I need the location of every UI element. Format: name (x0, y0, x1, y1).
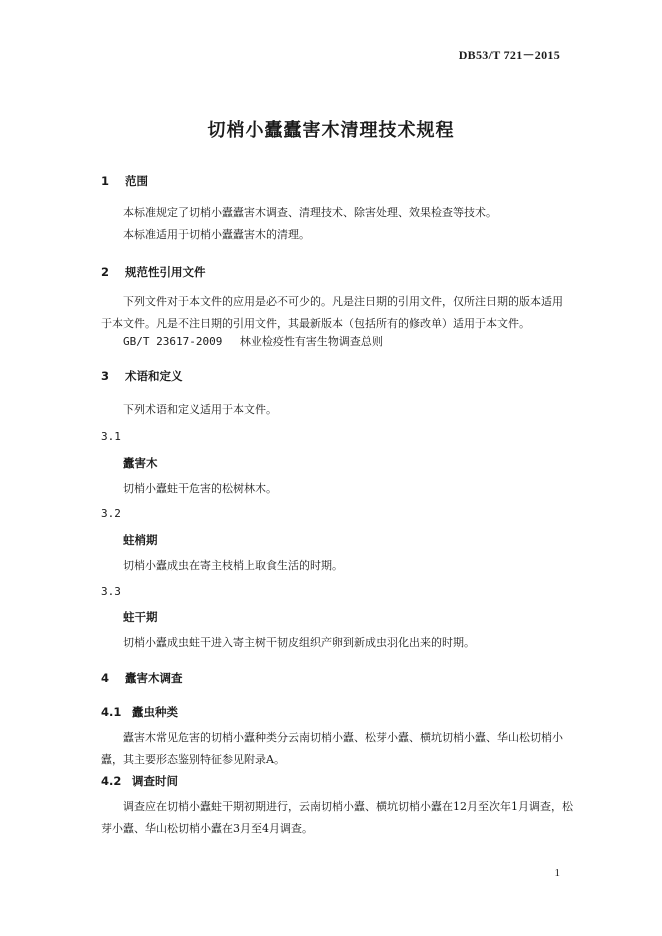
section-title: 术语和定义 (125, 369, 183, 383)
document-code: DB53/T 721－2015 (458, 48, 560, 62)
scope-paragraph-1 (101, 202, 573, 224)
section-title: 规范性引用文件 (125, 265, 206, 279)
paragraph-text: 本标准适用于切梢小蠹蠹害木的清理。 (123, 228, 310, 241)
subsection-heading-survey-time (101, 773, 178, 789)
subsection-title: 蠹虫种类 (132, 705, 179, 719)
scope-paragraph-2 (101, 224, 573, 246)
section-heading-normative (101, 264, 206, 280)
term-number: 3.3 (101, 585, 121, 598)
paragraph-text: 下列文件对于本文件的应用是必不可少的。凡是注日期的引用文件，仅所注日期的版本适用于本文件。凡是不注日期的引用文件，其最新版本（包括所有的修改单）适用于本文件。 (101, 295, 563, 330)
term-definition: 切梢小蠹成虫蛀干进入寄主树干韧皮组织产卵到新成虫羽化出来的时期。 (123, 636, 475, 649)
term-number: 3.2 (101, 507, 121, 520)
section-title: 蠹害木调查 (125, 671, 183, 685)
reference-title: 林业检疫性有害生物调查总则 (239, 335, 383, 348)
section-heading-survey (101, 670, 183, 686)
term-definition: 切梢小蠹蛀干危害的松树林木。 (123, 482, 277, 495)
document-title: 切梢小蠹蠹害木清理技术规程 (207, 120, 455, 141)
reference-code: GB/T 23617-2009 (123, 335, 223, 348)
paragraph-text: 蠹害木常见危害的切梢小蠹种类分云南切梢小蠹、松芽小蠹、横坑切梢小蠹、华山松切梢小蠹，其主要形态鉴别特征参见附录A。 (101, 731, 563, 766)
section-title: 范围 (125, 174, 149, 188)
subsection-title: 调查时间 (132, 774, 179, 788)
section-number: 4 (101, 671, 110, 685)
term-definition: 切梢小蠹成虫在寄主枝梢上取食生活的时期。 (123, 559, 343, 572)
term-name: 蛀梢期 (123, 533, 158, 547)
subsection-number: 4.2 (101, 774, 122, 788)
section-number: 3 (101, 369, 110, 383)
term-name: 蠹害木 (123, 456, 158, 470)
term-number: 3.1 (101, 430, 121, 443)
paragraph-text: 调查应在切梢小蠹蛀干期初期进行，云南切梢小蠹、横坑切梢小蠹在12月至次年1月调查，松芽小蠹、华山松切梢小蠹在3月至4月调查。 (101, 800, 573, 835)
page-number: 1 (554, 867, 560, 879)
section-number: 1 (101, 174, 110, 188)
term-name: 蛀干期 (123, 610, 158, 624)
survey-time-paragraph (101, 796, 573, 840)
section-heading-scope (101, 173, 148, 189)
section-heading-terms (101, 368, 183, 384)
subsection-number: 4.1 (101, 705, 122, 719)
species-paragraph (101, 727, 573, 771)
paragraph-text: 本标准规定了切梢小蠹蠹害木调查、清理技术、除害处理、效果检查等技术。 (123, 206, 497, 219)
normative-reference (123, 333, 383, 349)
section-number: 2 (101, 265, 110, 279)
terms-intro: 下列术语和定义适用于本文件。 (123, 403, 277, 416)
normative-paragraph (101, 291, 573, 335)
subsection-heading-species (101, 704, 178, 720)
